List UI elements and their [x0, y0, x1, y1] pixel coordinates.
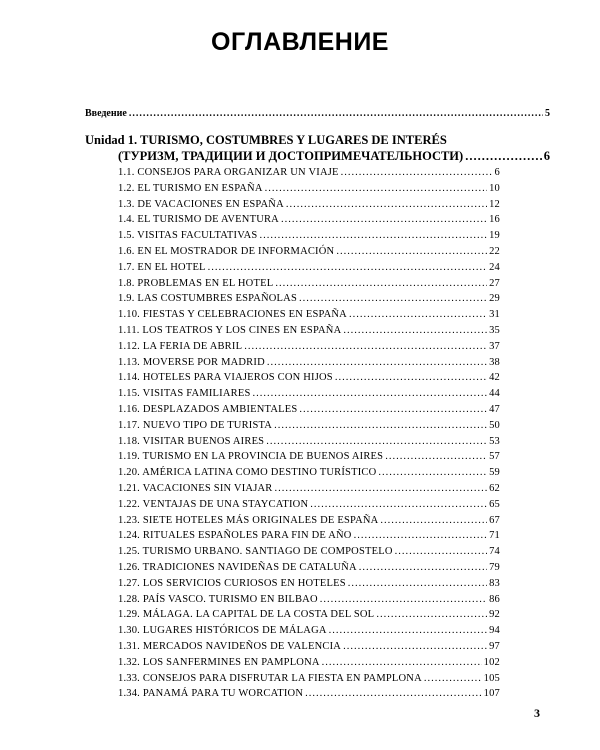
toc-entry-label: 1.12. LA FERIA DE ABRIL — [118, 340, 243, 352]
toc-entry-page: 10 — [489, 182, 500, 194]
toc-entry-page: 79 — [489, 562, 500, 573]
toc-entry-label: 1.9. LAS COSTUMBRES ESPAÑOLAS — [118, 293, 297, 305]
leader-dots — [395, 544, 487, 560]
toc-entry-page: 74 — [489, 546, 500, 558]
leader-dots — [378, 465, 487, 481]
toc-entry-page: 35 — [489, 325, 500, 336]
toc-entry — [118, 370, 500, 386]
toc-entry — [118, 276, 500, 292]
toc-entry-page: 62 — [489, 483, 500, 494]
leader-dots — [286, 197, 487, 213]
toc-entry-label: 1.18. VISITAR BUENOS AIRES — [118, 435, 265, 447]
toc-entry-page: 86 — [489, 593, 500, 605]
toc-entry — [118, 244, 500, 260]
toc-entry-page: 83 — [489, 577, 500, 589]
toc-entry — [118, 655, 500, 671]
toc-entry-label: 1.29. MÁLAGA. LA CAPITAL DE LA COSTA DEL SOL — [118, 609, 375, 621]
toc-entry-page: 24 — [489, 261, 500, 273]
toc-entry-page: 105 — [483, 672, 500, 684]
leader-dots — [244, 339, 487, 355]
toc-entry-page: 57 — [489, 451, 500, 463]
toc-entry-page: 92 — [489, 609, 500, 621]
leader-dots — [299, 291, 487, 307]
toc-entry-label: 1.25. TURISMO URBANO. SANTIAGO DE COMPOSTELO — [118, 546, 393, 558]
page-title: ОГЛАВЛЕНИЕ — [211, 28, 389, 56]
toc-entry-page: 59 — [489, 467, 500, 479]
toc-entry — [118, 355, 500, 371]
toc-entry-label: 1.28. PAÍS VASCO. TURISMO EN BILBAO — [118, 593, 318, 605]
toc-entry — [118, 197, 500, 213]
toc-entry — [118, 623, 500, 639]
toc-entry-page: 27 — [489, 277, 500, 289]
toc-entry-label: 1.20. AMÉRICA LATINA COMO DESTINO TURÍSTICO — [118, 467, 377, 479]
toc-entry — [118, 386, 500, 402]
toc-entry-label: 1.31. MERCADOS NAVIDEÑOS DE VALENCIA — [118, 641, 342, 652]
leader-dots — [299, 402, 487, 418]
toc-entry-page: 71 — [489, 530, 500, 542]
leader-dots — [348, 576, 487, 592]
toc-entry-label: 1.34. PANAMÁ PARA TU WORCATION — [118, 688, 304, 700]
toc-entry-page: 19 — [489, 230, 500, 242]
toc-entry — [118, 323, 500, 339]
unit-page: 6 — [543, 149, 550, 163]
toc-entry-label: 1.33. CONSEJOS PARA DISFRUTAR LA FIESTA EN PAMPLONA — [118, 672, 422, 684]
leader-dots — [265, 181, 487, 197]
toc-entry-label: 1.8. PROBLEMAS EN EL HOTEL — [118, 277, 274, 289]
toc-entry-label: 1.2. EL TURISMO EN ESPAÑA — [118, 182, 263, 194]
leader-dots — [349, 307, 487, 323]
leader-dots — [267, 355, 487, 371]
toc-entry-label: 1.24. RITUALES ESPAÑOLES PARA FIN DE AÑO — [118, 530, 352, 542]
toc-entry-introduction — [85, 106, 550, 122]
leader-dots — [465, 148, 542, 164]
leader-dots — [380, 513, 487, 529]
toc-unit-heading-line2 — [118, 148, 550, 164]
toc-entry — [118, 544, 500, 560]
toc-entry — [118, 607, 500, 623]
leader-dots — [376, 607, 487, 623]
toc-entry-label: 1.3. DE VACACIONES EN ESPAÑA — [118, 198, 284, 210]
toc-entry-label: 1.5. VISITAS FACULTATIVAS — [118, 230, 258, 242]
toc-entry-label: 1.11. LOS TEATROS Y LOS CINES EN ESPAÑA — [118, 325, 342, 336]
toc-entry-page: 107 — [483, 688, 500, 700]
leader-dots — [266, 434, 487, 450]
toc-entry — [118, 592, 500, 608]
toc-entry — [118, 212, 500, 228]
toc-entry — [118, 576, 500, 592]
toc-entry — [118, 165, 500, 181]
toc-entry-label: 1.14. HOTELES PARA VIAJEROS CON HIJOS — [118, 372, 333, 384]
leader-dots — [341, 165, 493, 181]
leader-dots — [305, 686, 482, 702]
toc-entry-page: 102 — [483, 656, 500, 668]
toc-entry-page: 94 — [489, 625, 500, 637]
page-number: 3 — [534, 706, 540, 720]
unit-subtitle: (ТУРИЗМ, ТРАДИЦИИ И ДОСТОПРИМЕЧАТЕЛЬНОСТИ) — [118, 149, 464, 163]
toc-entry — [118, 481, 500, 497]
toc-entry — [118, 434, 500, 450]
toc-entry-page: 53 — [489, 435, 500, 447]
toc-entry — [118, 497, 500, 513]
toc-entry-page: 31 — [489, 309, 500, 321]
leader-dots — [424, 671, 482, 687]
toc-entry-label: 1.21. VACACIONES SIN VIAJAR — [118, 483, 273, 494]
leader-dots — [259, 228, 487, 244]
leader-dots — [320, 592, 487, 608]
leader-dots — [253, 386, 488, 402]
toc-entry — [118, 639, 500, 655]
leader-dots — [329, 623, 487, 639]
leader-dots — [274, 418, 487, 434]
toc-entry — [118, 307, 500, 323]
toc-entry-page: 44 — [489, 388, 500, 400]
toc-entry-label: Введение — [85, 108, 127, 119]
toc-entry-label: 1.4. EL TURISMO DE AVENTURA — [118, 214, 279, 226]
toc-entry — [118, 513, 500, 529]
toc-entry — [118, 686, 500, 702]
toc-entry-page: 22 — [489, 246, 500, 257]
toc-entry — [118, 671, 500, 687]
leader-dots — [336, 244, 487, 260]
toc-entry-page: 47 — [489, 404, 500, 415]
toc-entry-label: 1.17. NUEVO TIPO DE TURISTA — [118, 419, 273, 431]
toc-entry-page: 5 — [545, 108, 550, 119]
unit-title: Unidad 1. TURISMO, COSTUMBRES Y LUGARES DE INTERÉS — [85, 133, 447, 147]
toc-entry — [118, 449, 500, 465]
leader-dots — [343, 323, 487, 339]
toc-entry — [118, 339, 500, 355]
toc-entry-page: 65 — [489, 498, 500, 510]
toc-entry-page: 50 — [489, 419, 500, 431]
toc-entry — [118, 402, 500, 418]
toc-entry — [118, 465, 500, 481]
leader-dots — [310, 497, 487, 513]
toc-entry-page: 38 — [489, 356, 500, 368]
toc-entry-label: 1.1. CONSEJOS PARA ORGANIZAR UN VIAJE — [118, 167, 339, 178]
toc-entry-label: 1.27. LOS SERVICIOS CURIOSOS EN HOTELES — [118, 577, 346, 589]
toc-entry-label: 1.30. LUGARES HISTÓRICOS DE MÁLAGA — [118, 625, 327, 637]
leader-dots — [275, 276, 487, 292]
toc-entry-page: 42 — [489, 372, 500, 384]
toc-entry-label: 1.7. EN EL HOTEL — [118, 261, 206, 273]
toc-entry — [118, 418, 500, 434]
leader-dots — [354, 528, 488, 544]
toc-entry — [118, 260, 500, 276]
toc-unit-heading-line1 — [85, 132, 535, 148]
toc-entry — [118, 560, 500, 576]
leader-dots — [129, 106, 543, 122]
toc-entry-page: 12 — [489, 198, 500, 210]
toc-entry-label: 1.16. DESPLAZADOS AMBIENTALES — [118, 404, 298, 415]
toc-entry — [118, 291, 500, 307]
leader-dots — [343, 639, 487, 655]
toc-entry — [118, 228, 500, 244]
toc-entry-label: 1.6. EN EL MOSTRADOR DE INFORMACIÓN — [118, 246, 335, 257]
leader-dots — [208, 260, 487, 276]
leader-dots — [335, 370, 487, 386]
toc-entry — [118, 181, 500, 197]
leader-dots — [359, 560, 487, 576]
toc-entry-page: 37 — [489, 340, 500, 352]
toc-entry-label: 1.13. MOVERSE POR MADRID — [118, 356, 265, 368]
toc-entry-page: 16 — [489, 214, 500, 226]
toc-entry-label: 1.26. TRADICIONES NAVIDEÑAS DE CATALUÑA — [118, 562, 357, 573]
toc-entry-page: 29 — [489, 293, 500, 305]
toc-entry — [118, 528, 500, 544]
toc-entry-page: 67 — [489, 514, 500, 526]
leader-dots — [274, 481, 487, 497]
toc-entry-page: 97 — [489, 641, 500, 652]
toc-entry-page: 6 — [494, 167, 500, 178]
leader-dots — [385, 449, 487, 465]
toc-entry-label: 1.32. LOS SANFERMINES EN PAMPLONA — [118, 656, 320, 668]
toc-entry-label: 1.10. FIESTAS Y CELEBRACIONES EN ESPAÑA — [118, 309, 347, 321]
toc-entry-label: 1.23. SIETE HOTELES MÁS ORIGINALES DE ESPAÑA — [118, 514, 379, 526]
toc-entry-label: 1.15. VISITAS FAMILIARES — [118, 388, 251, 400]
leader-dots — [322, 655, 482, 671]
toc-entry-label: 1.19. TURISMO EN LA PROVINCIA DE BUENOS AIRES — [118, 451, 384, 463]
toc-entry-label: 1.22. VENTAJAS DE UNA STAYCATION — [118, 498, 309, 510]
leader-dots — [281, 212, 487, 228]
